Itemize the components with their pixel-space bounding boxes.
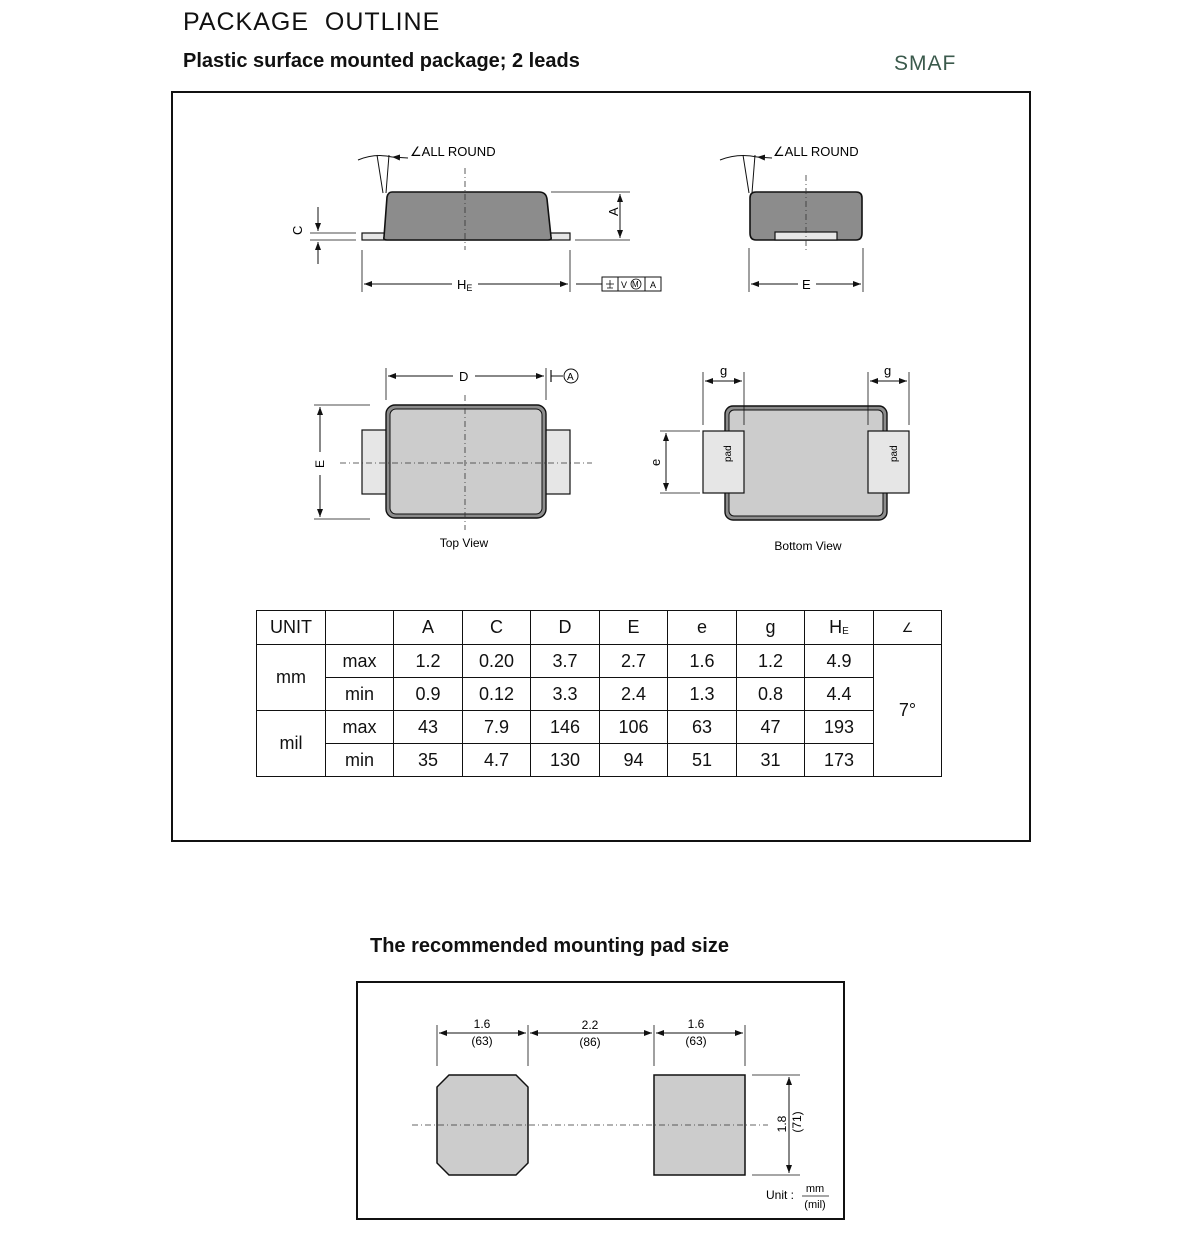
row-type: min — [326, 744, 394, 777]
cell: 130 — [531, 744, 600, 777]
pad-label-left: pad — [723, 445, 734, 462]
row-type: max — [326, 645, 394, 678]
pad-dim-3-mil: (63) — [685, 1034, 707, 1048]
pad-dim-2-mm: 2.2 — [581, 1018, 599, 1032]
unit-mil: mil — [257, 711, 326, 777]
cell: 0.9 — [394, 678, 463, 711]
pad-height-mm: 1.8 — [775, 1115, 789, 1133]
dim-label-A: A — [606, 207, 621, 216]
header-unit: UNIT — [257, 611, 326, 645]
table-row — [257, 744, 942, 777]
dim-label-g-right: g — [884, 363, 892, 378]
pad-dim-1-mm: 1.6 — [473, 1017, 491, 1031]
table-row — [257, 711, 942, 744]
cell: 146 — [531, 711, 600, 744]
datum-A-label: A — [567, 372, 574, 383]
cell: 173 — [805, 744, 874, 777]
bottom-view-surface — [729, 410, 883, 516]
dim-label-g-left: g — [720, 363, 728, 378]
cell: 31 — [737, 744, 805, 777]
unit-bottom: (mil) — [804, 1199, 826, 1211]
pad-label-right: pad — [889, 445, 900, 462]
cell: 0.12 — [463, 678, 531, 711]
unit-label: Unit : — [766, 1188, 795, 1202]
dim-label-C: C — [290, 225, 305, 235]
package-code: SMAF — [894, 52, 957, 75]
angle-value: 7° — [874, 645, 942, 777]
cell: 63 — [668, 711, 737, 744]
tolerance-v: V — [621, 280, 628, 290]
row-type: max — [326, 711, 394, 744]
top-view-top-surface — [390, 409, 542, 514]
pad-dim-3-mm: 1.6 — [687, 1017, 705, 1031]
all-round-label-right: ∠ALL ROUND — [773, 144, 859, 159]
cell: 106 — [600, 711, 668, 744]
cell: 2.7 — [600, 645, 668, 678]
cell: 94 — [600, 744, 668, 777]
table-header-row — [257, 611, 942, 645]
cell: 43 — [394, 711, 463, 744]
header-angle: ∠ — [874, 611, 942, 645]
tolerance-m: M — [632, 280, 639, 289]
cell: 2.4 — [600, 678, 668, 711]
header-A: A — [394, 611, 463, 645]
dim-label-D: D — [459, 369, 469, 384]
cell: 4.7 — [463, 744, 531, 777]
header-HE: $H_E$ — [805, 611, 874, 645]
pad-height-mil: (71) — [790, 1111, 804, 1133]
dim-label-HE: HE — [457, 277, 473, 293]
table-row — [257, 645, 942, 678]
cell: 47 — [737, 711, 805, 744]
cell: 1.2 — [737, 645, 805, 678]
pad-dim-1-mil: (63) — [471, 1034, 493, 1048]
unit-mm: mm — [257, 645, 326, 711]
cell: 0.8 — [737, 678, 805, 711]
cell: 1.6 — [668, 645, 737, 678]
tolerance-ref: A — [650, 280, 657, 290]
cell: 0.20 — [463, 645, 531, 678]
cell: 1.3 — [668, 678, 737, 711]
dimensions-table — [256, 610, 942, 777]
bottom-view-caption: Bottom View — [774, 539, 842, 553]
page-title: PACKAGE OUTLINE — [183, 8, 441, 36]
top-view — [313, 368, 592, 550]
side-view-right — [720, 144, 863, 292]
side-view-left — [290, 144, 661, 293]
package-body-side — [384, 192, 551, 240]
all-round-label-left: ∠ALL ROUND — [410, 144, 496, 159]
cell: 3.3 — [531, 678, 600, 711]
cell: 1.2 — [394, 645, 463, 678]
header-E: E — [600, 611, 668, 645]
cell: 51 — [668, 744, 737, 777]
mounting-pad-drawing — [0, 900, 1200, 1246]
cell: 193 — [805, 711, 874, 744]
dim-label-E-top: E — [313, 459, 327, 468]
dim-label-e: e — [648, 458, 663, 466]
cell: 4.4 — [805, 678, 874, 711]
cell: 4.9 — [805, 645, 874, 678]
top-view-caption: Top View — [439, 536, 489, 550]
pad-section-title: The recommended mounting pad size — [370, 935, 729, 957]
header-C: C — [463, 611, 531, 645]
cell: 7.9 — [463, 711, 531, 744]
page-subtitle: Plastic surface mounted package; 2 leads — [183, 50, 580, 72]
cell: 3.7 — [531, 645, 600, 678]
header-D: D — [531, 611, 600, 645]
table-row — [257, 678, 942, 711]
header-g: g — [737, 611, 805, 645]
row-type: min — [326, 678, 394, 711]
dim-label-E-side: E — [802, 277, 811, 292]
unit-top: mm — [805, 1183, 825, 1195]
bottom-view — [648, 363, 909, 553]
header-blank — [326, 611, 394, 645]
package-outline-drawings — [0, 0, 1200, 600]
header-e: e — [668, 611, 737, 645]
cell: 35 — [394, 744, 463, 777]
pad-dim-2-mil: (86) — [579, 1035, 601, 1049]
